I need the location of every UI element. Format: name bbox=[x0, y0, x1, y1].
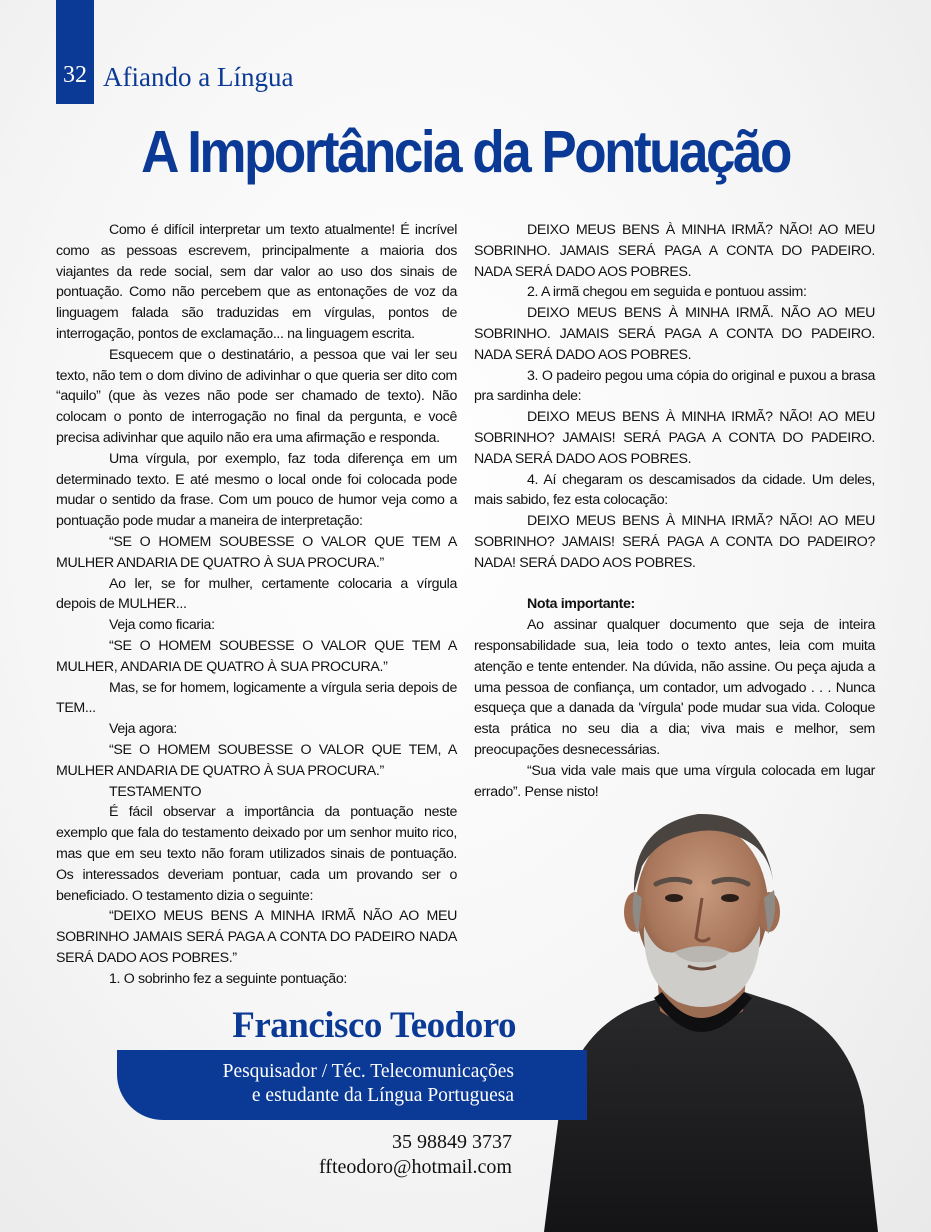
paragraph: Esquecem que o destinatário, a pessoa que vai ler seu texto, não tem o dom divino de adivinhar o que queria ser dito com “aquilo” (que às vezes não pode ser chamado de texto). Não colocam o ponto de interrogação no final da pergunta, e você precisa adivinhar que aquilo não era uma afirmação e responda. bbox=[56, 346, 457, 446]
note-heading-text: Nota importante: bbox=[527, 596, 635, 613]
article-left-column bbox=[56, 220, 457, 989]
article-right-column bbox=[474, 220, 875, 802]
note-heading bbox=[474, 594, 875, 615]
paragraph: Como é difícil interpretar um texto atualmente! É incrível como as pessoas escrevem, principalmente a maioria dos viajantes da rede social, sem dar valor ao uso dos sinais de pontuação. Como não percebem que as entonações de voz da linguagem falada são traduzidas em vírgulas, pontos de interrogação, pontos de exclamação... na linguagem escrita. bbox=[56, 222, 457, 342]
paragraph: É fácil observar a importância da pontuação neste exemplo que fala do testamento deixado por um senhor muito rico, mas que em seu texto não foram utilizados sinais de pontuação. Os interessados deveriam pontuar, cada um provando ser o beneficiado. O testamento dizia o seguinte: bbox=[56, 804, 457, 904]
author-name: Francisco Teodoro bbox=[232, 1005, 516, 1046]
quote: “SE O HOMEM SOUBESSE O VALOR QUE TEM, A MULHER ANDARIA DE QUATRO À SUA PROCURA.” bbox=[56, 741, 457, 779]
quote: “SE O HOMEM SOUBESSE O VALOR QUE TEM A MULHER ANDARIA DE QUATRO À SUA PROCURA.” bbox=[56, 533, 457, 571]
quote: “SE O HOMEM SOUBESSE O VALOR QUE TEM A MULHER, ANDARIA DE QUATRO À SUA PROCURA.” bbox=[56, 637, 457, 675]
paragraph: Uma vírgula, por exemplo, faz toda diferença em um determinado texto. E até mesmo o local onde foi colocada pode mudar o sentido da frase. Com um pouco de humor veja como a pontuação pode mudar a maneira de interpretação: bbox=[56, 450, 457, 530]
paragraph: 1. O sobrinho fez a seguinte pontuação: bbox=[109, 970, 347, 987]
author-role bbox=[130, 1060, 514, 1108]
section-title: Afiando a Língua bbox=[103, 62, 294, 92]
author-phone: 35 98849 3737 bbox=[392, 1131, 512, 1153]
article-title: A Importância da Pontuação bbox=[141, 119, 790, 186]
quote: “DEIXO MEUS BENS A MINHA IRMÃ NÃO AO MEU SOBRINHO JAMAIS SERÁ PAGA A CONTA DO PADEIRO NADA SERÁ DADO AOS POBRES.” bbox=[56, 908, 457, 966]
paragraph: 4. Aí chegaram os descamisados da cidade. Um deles, mais sabido, fez esta colocação: bbox=[474, 471, 875, 509]
paragraph: Ao ler, se for mulher, certamente colocaria a vírgula depois de MULHER... bbox=[56, 575, 457, 613]
paragraph: Mas, se for homem, logicamente a vírgula seria depois de TEM... bbox=[56, 679, 457, 717]
quote: DEIXO MEUS BENS À MINHA IRMÃ? NÃO! AO MEU SOBRINHO? JAMAIS! SERÁ PAGA A CONTA DO PADEIRO. NADA SERÁ DADO AOS POBRES. bbox=[474, 409, 875, 467]
author-photo bbox=[538, 806, 878, 1232]
subheading-testamento: TESTAMENTO bbox=[109, 783, 202, 800]
author-contact bbox=[250, 1130, 512, 1180]
paragraph: 2. A irmã chegou em seguida e pontuou assim: bbox=[527, 284, 807, 301]
paragraph: Veja como ficaria: bbox=[109, 617, 215, 634]
note-paragraph: Ao assinar qualquer documento que seja de inteira responsabilidade sua, leia todo o texto antes, leia com muita atenção e tente entender. Na dúvida, não assine. Ou peça ajuda a uma pessoa de confiança, um contador, um advogado . . . Nunca esqueça que a danada da 'vírgula' pode mudar sua vida. Coloque esta prática no seu dia a dia; viva mais e melhor, sem preocupações desnecessárias. bbox=[474, 617, 875, 758]
quote: DEIXO MEUS BENS À MINHA IRMÃ? NÃO! AO MEU SOBRINHO. JAMAIS SERÁ PAGA A CONTA DO PADEIRO. NADA SERÁ DADO AOS POBRES. bbox=[474, 222, 875, 280]
page-number: 32 bbox=[63, 62, 87, 88]
paragraph: Veja agora: bbox=[109, 721, 177, 738]
note-paragraph: “Sua vida vale mais que uma vírgula colocada em lugar errado”. Pense nisto! bbox=[474, 762, 875, 800]
paragraph: 3. O padeiro pegou uma cópia do original e puxou a brasa pra sardinha dele: bbox=[474, 367, 875, 405]
author-role-line: e estudante da Língua Portuguesa bbox=[251, 1085, 514, 1106]
quote: DEIXO MEUS BENS À MINHA IRMÃ. NÃO AO MEU SOBRINHO. JAMAIS SERÁ PAGA A CONTA DO PADEIRO. NADA SERÁ DADO AOS POBRES. bbox=[474, 305, 875, 363]
author-email[interactable]: ffteodoro@hotmail.com bbox=[318, 1156, 512, 1178]
quote: DEIXO MEUS BENS À MINHA IRMÃ? NÃO! AO MEU SOBRINHO? JAMAIS! SERÁ PAGA A CONTA DO PADEIRO? NADA! SERÁ DADO AOS POBRES. bbox=[474, 513, 875, 571]
author-role-line: Pesquisador / Téc. Telecomunicações bbox=[222, 1061, 514, 1082]
